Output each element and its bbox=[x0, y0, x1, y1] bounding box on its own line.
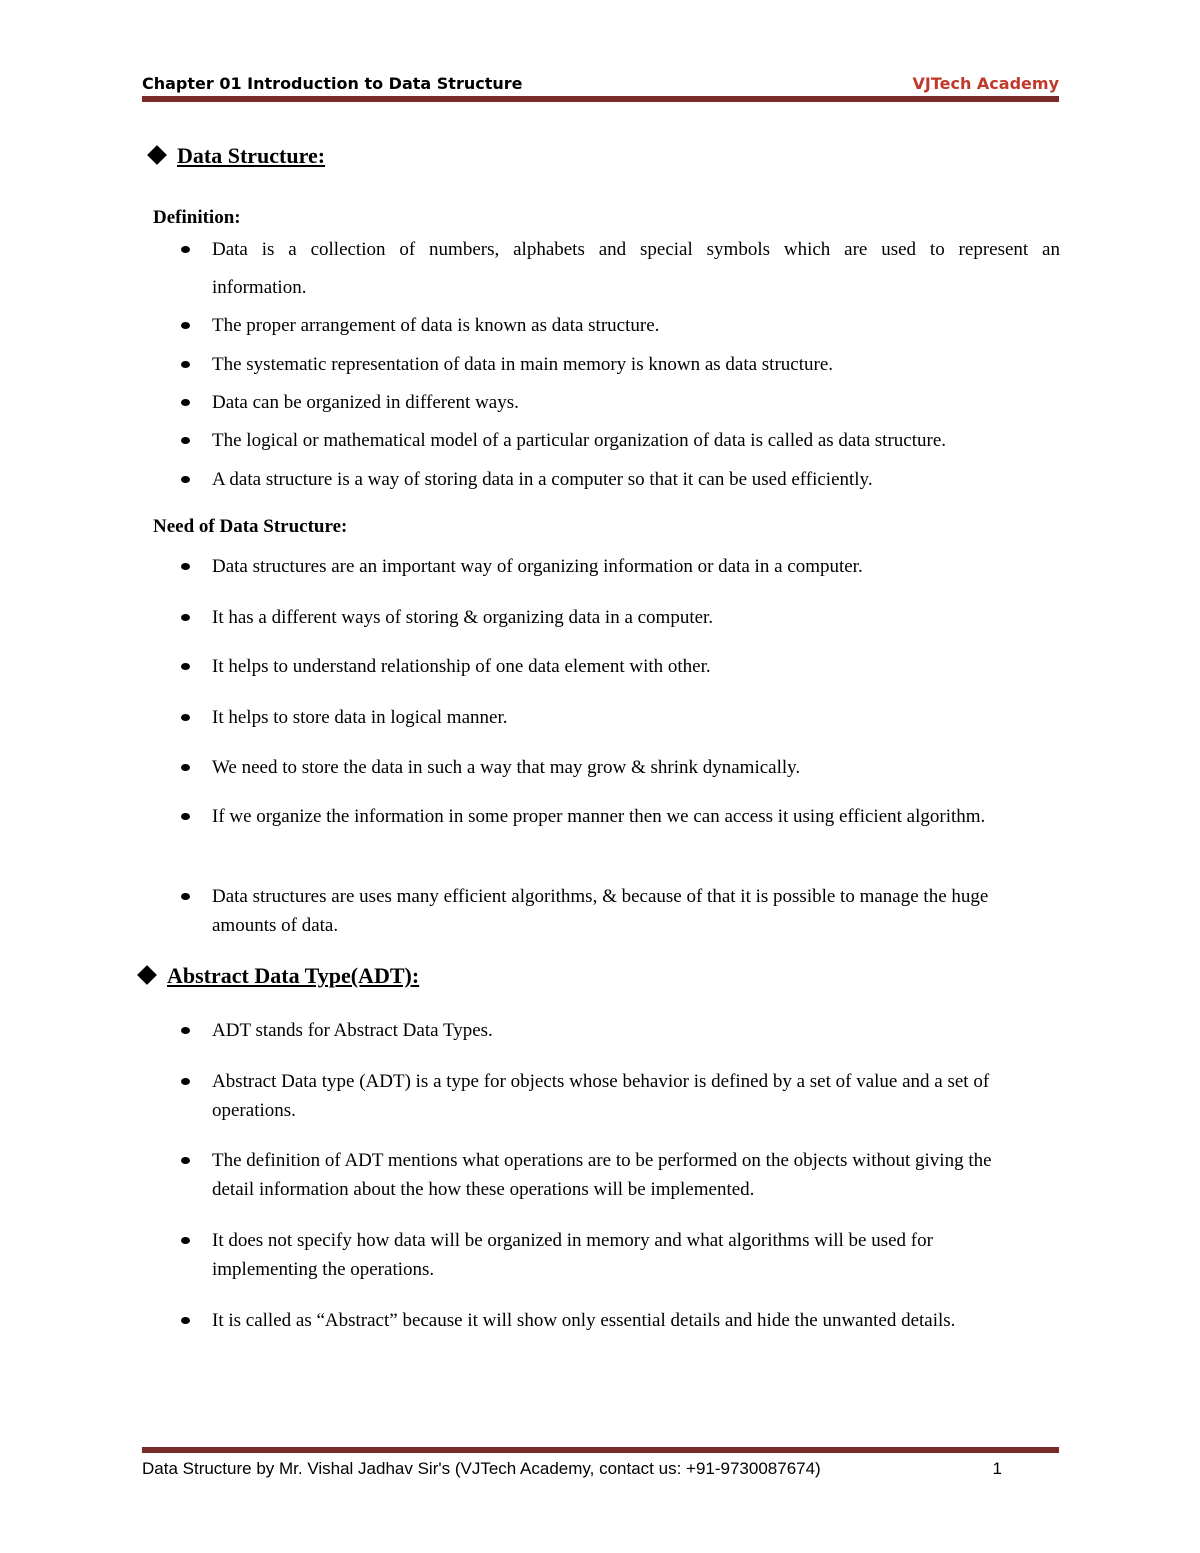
list-item: Abstract Data type (ADT) is a type for objects whose behavior is defined by a set of value and a set of operations. bbox=[212, 1067, 1052, 1125]
page-number: 1 bbox=[992, 1459, 1002, 1478]
bullet-icon bbox=[181, 437, 190, 444]
list-item: It helps to understand relationship of one data element with other. bbox=[212, 652, 1060, 681]
bullet-icon bbox=[181, 813, 190, 820]
list-item: Data is a collection of numbers, alphabets and special symbols which are used to represent an bbox=[212, 235, 1060, 264]
bullet-icon bbox=[181, 1157, 190, 1164]
bullet-icon bbox=[181, 714, 190, 721]
bullet-icon bbox=[181, 1237, 190, 1244]
list-item: Data structures are uses many efficient algorithms, & because of that it is possible to manage the huge amounts of data. bbox=[212, 882, 1057, 940]
bullet-icon bbox=[181, 1027, 190, 1034]
footer-text: Data Structure by Mr. Vishal Jadhav Sir's (VJTech Academy, contact us: +91-9730087674) bbox=[142, 1459, 821, 1478]
header-rule bbox=[142, 96, 1059, 102]
list-item: It has a different ways of storing & organizing data in a computer. bbox=[212, 603, 1060, 632]
list-item: Data can be organized in different ways. bbox=[212, 388, 1060, 417]
bullet-icon bbox=[181, 764, 190, 771]
bullet-icon bbox=[181, 563, 190, 570]
list-item: The logical or mathematical model of a particular organization of data is called as data structure. bbox=[212, 426, 1060, 455]
bullet-icon bbox=[181, 399, 190, 406]
bullet-icon bbox=[181, 476, 190, 483]
bullet-icon bbox=[181, 1317, 190, 1324]
diamond-bullet-icon bbox=[147, 145, 167, 165]
list-item: The systematic representation of data in main memory is known as data structure. bbox=[212, 350, 1060, 379]
bullet-icon bbox=[181, 322, 190, 329]
footer-rule bbox=[142, 1447, 1059, 1453]
list-item: Data structures are an important way of organizing information or data in a computer. bbox=[212, 552, 1060, 581]
brand-name: VJTech Academy bbox=[912, 74, 1059, 93]
list-item: The proper arrangement of data is known as data structure. bbox=[212, 311, 1060, 340]
list-item: A data structure is a way of storing data in a computer so that it can be used efficiently. bbox=[212, 465, 1060, 494]
diamond-bullet-icon bbox=[137, 965, 157, 985]
list-item: We need to store the data in such a way that may grow & shrink dynamically. bbox=[212, 753, 1060, 782]
bullet-icon bbox=[181, 663, 190, 670]
bullet-icon bbox=[181, 361, 190, 368]
need-of-data-structure-label: Need of Data Structure: bbox=[153, 516, 348, 537]
bullet-icon bbox=[181, 1078, 190, 1085]
list-item: If we organize the information in some proper manner then we can access it using efficient algorithm. bbox=[212, 802, 1012, 831]
bullet-icon bbox=[181, 614, 190, 621]
list-item: The definition of ADT mentions what operations are to be performed on the objects without giving the detail information about the how these operations will be implemented. bbox=[212, 1146, 1022, 1204]
list-item-continuation: information. bbox=[212, 277, 307, 298]
bullet-icon bbox=[181, 246, 190, 253]
list-item: It is called as “Abstract” because it will show only essential details and hide the unwanted details. bbox=[212, 1306, 1060, 1335]
definition-label: Definition: bbox=[153, 207, 241, 228]
section-heading-data-structure: Data Structure: bbox=[177, 143, 326, 168]
section-heading-adt: Abstract Data Type(ADT): bbox=[167, 963, 420, 988]
list-item: ADT stands for Abstract Data Types. bbox=[212, 1016, 1060, 1045]
list-item: It helps to store data in logical manner. bbox=[212, 703, 1060, 732]
list-item: It does not specify how data will be organized in memory and what algorithms will be used for implementing the operations. bbox=[212, 1226, 1042, 1284]
bullet-icon bbox=[181, 893, 190, 900]
chapter-title: Chapter 01 Introduction to Data Structure bbox=[142, 74, 523, 93]
